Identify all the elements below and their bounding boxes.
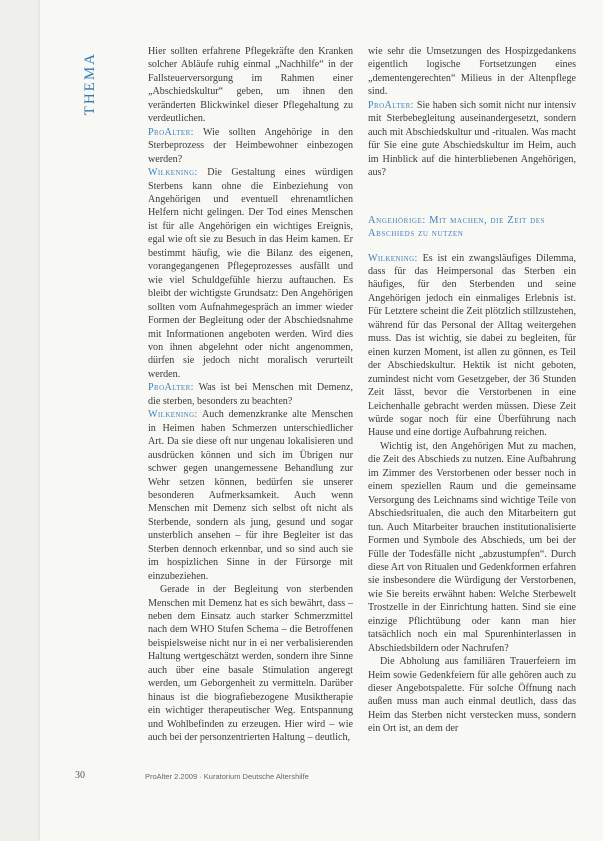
speaker-label: Wilkening: [368, 252, 418, 264]
paragraph: Wilkening: Auch demenzkranke alte Menschen in Heimen haben Schmerzen unterschiedlicher Art. Da sie diese oft nur ungenau lokalisieren und ausdrücken können und sich im Übrigen nur schwer gegen unangemessene Behandlung zur Wehr setzen können, bedürfen sie unserer besonderen Aufmerksamkeit. Auch wenn Menschen mit Demenz sich selbst oft nicht als Sterbende, sondern als jung, gesund und sogar unsterblich ansehen – für ihre Begleiter ist das Sterben dennoch erkennbar, und so sind auch sie im hospizlichen Sinne in der Fürsorge mit einzubeziehen. [148, 409, 353, 582]
paragraph: Die Abholung aus familiären Trauerfeiern im Heim sowie Gedenkfeiern für alle gehören auch zu dieser Angebotspalette. Für solche Öffnung nach außen muss man auch einmal deutlich, dass das Heim das Sterben nicht verstecken muss, sondern ein Ort ist, an dem der [368, 656, 576, 735]
speaker-label: ProAlter: [148, 126, 194, 138]
speaker-label: ProAlter: [368, 99, 414, 111]
right-column [368, 45, 576, 736]
speaker-label: Wilkening: [148, 409, 198, 421]
footer-source: ProAlter 2.2009 · Kuratorium Deutsche Altershilfe [145, 772, 309, 781]
paragraph: Wichtig ist, den Angehörigen Mut zu machen, die Zeit des Abschieds zu nutzen. Eine Aufbahrung im Zimmer des Verstorbenen oder besser noch in einem speziellen Raum und die gemeinsame Versorgung des Leichnams sind wichtige Teile von Abschiedsritualen, die auch den Mitarbeitern gut tun. Auch Mitarbeiter brauchen institutionalisierte Formen und Symbole des Abschieds, um bei der Fülle der Todesfälle nicht „abzustumpfen“. Durch diese Art von Ritualen und Gedenkformen erfahren sie insbesondere die Würdigung der Verstorbenen, wie Sie bereits erwähnt haben: Welche Sterbewelt Trostzelle in der Einrichtung hatten. Sind sie eine einzige Pflichtübung oder kann man hier tatsächlich noch ein mal Spurenhinterlassen in Abschiedsbildern oder Nachrufen? [368, 440, 576, 654]
page-number: 30 [75, 770, 85, 781]
paragraph: ProAlter: Was ist bei Menschen mit Demenz, die sterben, besonders zu beachten? [148, 382, 353, 407]
paragraph: Wilkening: Die Gestaltung eines würdigen Sterbens kann ohne die Einbeziehung von Angehörigen und eventuell ehrenamtlichen Helfern nicht gelingen. Der Tod eines Menschen ist für alle Angehörigen ein wichtiges Ereignis, egal wie oft sie zu Besuch in das Heim kamen. Er bestimmt häufig, wie die Bilanz des eigenen, vorangegangenen Pflegeprozesses ausfällt und wie viel Schuldgefühle hierzu auftauchen. Es bleibt der wichtigste Grundsatz: Den Angehörigen sollten vom Aufnahmegespräch an immer wieder Formen der Begleitung oder der Abschiedsnahme mit Informationen angeboten werden. Wird dies von ihnen abgelehnt oder nicht angenommen, dürfen sie jedoch nicht moralisch verurteilt werden. [148, 167, 353, 380]
paragraph: wie sehr die Umsetzungen des Hospizgedankens eigentlich logische Fortsetzungen eines „dementengerechten“ Milieus in der Altenpflege sind. [368, 46, 576, 98]
speaker-label: Wilkening: [148, 167, 198, 179]
section-heading: Angehörige: Mit machen, die Zeit des Abschieds zu nutzen [368, 214, 546, 239]
left-column [148, 45, 353, 745]
paragraph: ProAlter: Sie haben sich somit nicht nur intensiv mit Sterbebegleitung auseinandergesetzt, sondern auch mit Abschiedskultur und -ritualen. Was macht für Sie eine gute Abschiedskultur im Heim, auch im Hinblick auf die hinterbliebenen Angehörigen, aus? [368, 99, 577, 179]
paragraph: ProAlter: Wie sollten Angehörige in den Sterbeprozess der Heimbewohner einbezogen werden? [148, 126, 353, 165]
paragraph: Wilkening: Es ist ein zwangsläufiges Dilemma, dass für das Heimpersonal das Sterben ein häufiges, für den Sterbenden und seine Angehörigen jedoch ein einmaliges Erlebnis ist. Für Letztere scheint die Zeit plötzlich stillzustehen, während für das Personal der Alltag weitergehen muss. Das ist wichtig, sie dabei zu begleiten, für einen kurzen Moment, ist allen zu gönnen, es Teil der Abschiedskultur. Hektik ist nicht geboten, zumindest nicht vom Gesetzgeber, der 36 Stunden Zeit lässt, bevor die Verstorbenen in eine Leichenhalle gebracht werden müssen. Diese Zeit würde sogar noch für eine Überführung nach Hause und eine dortige Aufbahrung reichen. [368, 252, 576, 439]
speaker-label: ProAlter: [148, 382, 194, 394]
paragraph: Hier sollten erfahrene Pflegekräfte den Kranken solcher Abläufe ruhig einmal „Nachhilfe“ in der Fallsteuerversorgung im Rahmen einer „Abschiedskultur“ geben, um ihnen den veränderten Blickwinkel dieser Pflegehaltung zu verdeutlichen. [148, 46, 353, 125]
section-label: THEMA [82, 52, 98, 116]
paragraph: Gerade in der Begleitung von sterbenden Menschen mit Demenz hat es sich bewährt, dass – neben dem Einsatz auch starker Schmerzmittel nach dem WHO Stufen Schema – die Betroffenen beispielsweise nicht nur in ei ner verbalisierenden Haltung wertgeschätzt werden, sondern ihre Sinne auch über eine basale Stimulation angeregt werden, um Geborgenheit zu vermitteln. Darüber hinaus ist die biografiebezogene Musiktherapie ein wichtiger therapeutischer Weg. Entspannung und Wohlbefinden zu erzeugen. Hier wird – wie auch bei der personzentrierten Haltung – deutlich, [148, 584, 353, 744]
